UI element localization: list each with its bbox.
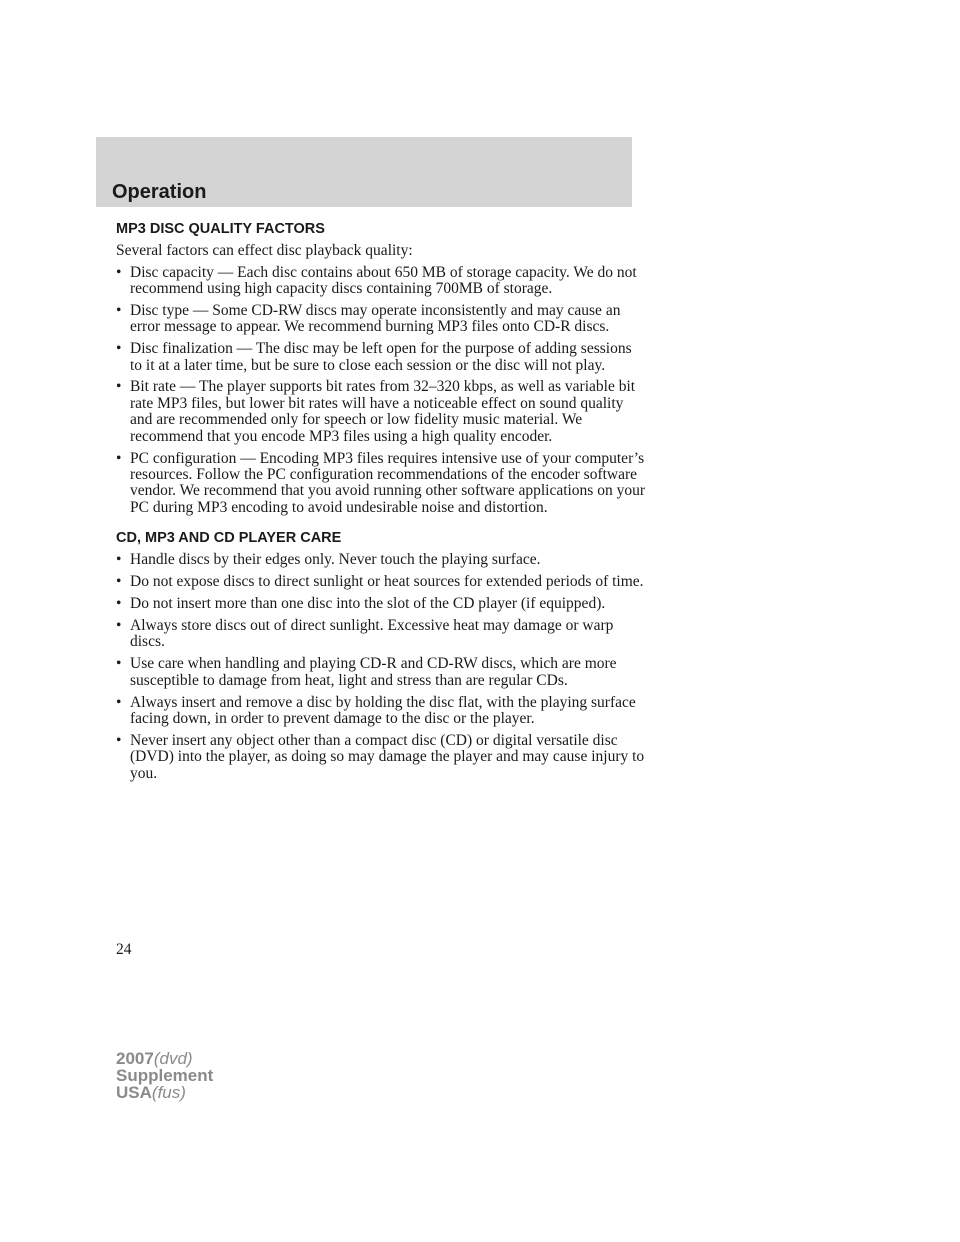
bullet-glyph: • — [116, 616, 122, 634]
list-item-text: Disc finalization — The disc may be left open for the purpose of adding sessions to it at a later time, but be sure to close each session or the disc will not play. — [130, 340, 632, 374]
footer-supplement: Supplement — [116, 1066, 214, 1085]
bullet-glyph: • — [116, 693, 122, 711]
bullet-glyph: • — [116, 551, 122, 569]
list-item — [116, 695, 646, 728]
list-item-text: Do not insert more than one disc into the slot of the CD player (if equipped). — [130, 595, 606, 612]
footer-line — [116, 1067, 213, 1084]
page-content — [116, 221, 646, 788]
cd-care-list — [116, 552, 646, 782]
list-item-text: Do not expose discs to direct sunlight or heat sources for extended periods of time. — [130, 573, 644, 591]
bullet-glyph: • — [116, 301, 122, 319]
list-item — [116, 596, 646, 612]
bullet-glyph: • — [116, 449, 122, 467]
section-title: Operation — [112, 181, 207, 203]
list-item — [116, 265, 646, 298]
list-item — [116, 574, 646, 590]
mp3-quality-intro: Several factors can effect disc playback quality: — [116, 242, 413, 259]
list-item — [116, 303, 646, 336]
list-item-text: Handle discs by their edges only. Never touch the playing surface. — [130, 551, 541, 569]
footer-model: (fus) — [151, 1083, 186, 1102]
list-item-text: PC configuration — Encoding MP3 files requires intensive use of your computer’s resources. Follow the PC configuration recommendations of the encoder software vendor. We recommend that you avoid running other software applications on your PC during MP3 encoding to avoid undesirable noise and distortion. — [130, 449, 646, 516]
edition-footer — [116, 1050, 213, 1101]
list-item-text: Disc capacity — Each disc contains about 650 MB of storage capacity. We do not recommend using high capacity discs containing 700MB of storage. — [130, 263, 637, 297]
cd-care-heading: CD, MP3 AND CD PLAYER CARE — [116, 530, 342, 547]
bullet-glyph: • — [116, 573, 122, 591]
mp3-quality-list — [116, 265, 646, 517]
list-item-text: Always store discs out of direct sunlight. Excessive heat may damage or warp discs. — [130, 616, 614, 651]
bullet-glyph: • — [116, 378, 122, 396]
list-item-text: Never insert any object other than a compact disc (CD) or digital versatile disc (DVD) into the player, as doing so may damage the player and may cause injury to you. — [130, 731, 645, 782]
list-item — [116, 379, 646, 445]
list-item — [116, 618, 646, 651]
bullet-glyph: • — [116, 340, 122, 358]
footer-line — [116, 1050, 213, 1067]
bullet-glyph: • — [116, 595, 122, 612]
list-item-text: Use care when handling and playing CD-R and CD-RW discs, which are more susceptible to damage from heat, light and stress than are regular CDs. — [130, 655, 617, 689]
section-header-band — [96, 137, 632, 207]
list-item — [116, 733, 646, 782]
footer-year: 2007 — [116, 1049, 154, 1068]
mp3-quality-heading: MP3 DISC QUALITY FACTORS — [116, 221, 325, 237]
list-item — [116, 341, 646, 374]
list-item — [116, 451, 646, 517]
footer-market: USA — [116, 1083, 152, 1102]
list-item-text: Bit rate — The player supports bit rates from 32–320 kbps, as well as variable bit rate MP3 files, but lower bit rates will have a noticeable effect on sound quality and are recommended only for speech or low fidelity music material. We recommend that you encode MP3 files using a high quality encoder. — [130, 378, 636, 445]
list-item — [116, 552, 646, 568]
footer-line — [116, 1084, 213, 1101]
list-item — [116, 656, 646, 689]
page-number: 24 — [116, 941, 132, 958]
bullet-glyph: • — [116, 655, 122, 673]
bullet-glyph: • — [116, 263, 122, 281]
list-item-text: Always insert and remove a disc by holding the disc flat, with the playing surface facing down, in order to prevent damage to the disc or the player. — [130, 693, 636, 727]
bullet-glyph: • — [116, 731, 122, 749]
footer-variant: (dvd) — [153, 1049, 193, 1068]
list-item-text: Disc type — Some CD-RW discs may operate inconsistently and may cause an error message to appear. We recommend burning MP3 files onto CD-R discs. — [130, 301, 621, 336]
